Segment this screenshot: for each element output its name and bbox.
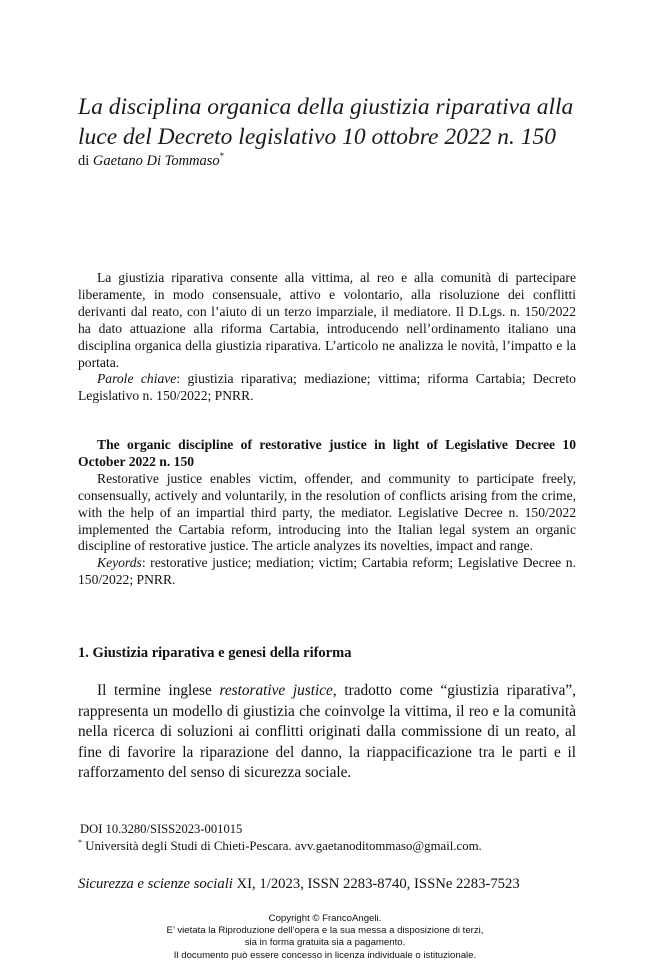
keywords-english-label: Keyords [97,555,142,571]
abstract-english-text: Restorative justice enables victim, offender, and community to participate freely, consensually, actively and voluntarily, in the resolution of conflicts arising from the crime, with the help of an impartial third party, the mediator. Legislative Decree n. 150/2022 implemented the Cartabia reform, introducing into the Italian legal system an organic discipline of restorative justice. The article analyzes its novelties, impact and range. [78,470,576,554]
copyright-notice [0,913,650,962]
journal-citation [78,876,520,893]
keywords-italian [78,371,576,405]
author-name: Gaetano Di Tommaso [92,153,220,169]
affiliation-text: Università degli Studi di Chieti-Pescara. avv.gaetanoditommaso@gmail.com. [85,839,482,853]
paragraph-text-rest: , tradotto come “giustizia riparativa”, rappresenta un modello di giustizia che coinvolge la vittima, il reo e la comunità nella ricerca di soluzioni ai conflitti originati dalla commissione di un reato, al fine di favorire la riparazione del danno, la riappacificazione tra le parti e il rafforzamento del senso di sicurezza sociale. [78,682,576,782]
author-footnote-mark: * [219,151,225,161]
byline-prefix: di [78,153,90,169]
copyright-line-2: E’ vietata la Riproduzione dell’opera e la sua messa a disposizione di terzi, [166,925,484,937]
abstract-english-title [78,437,576,471]
journal-info: XI, 1/2023, ISSN 2283-8740, ISSNe 2283-7523 [232,876,520,892]
keywords-italian-text: : giustizia riparativa; mediazione; vittima; riforma Cartabia; Decreto Legislativo n. 150/2022; PNRR. [78,371,576,404]
title-line-1: La disciplina organica della giustizia riparativa alla [78,94,574,120]
abstract-english-title-text: The organic discipline of restorative justice in light of Legislative Decree 10 October 2022 n. 150 [78,437,576,469]
byline [78,151,224,170]
journal-name: Sicurezza e scienze sociali [78,876,233,892]
section-paragraph [78,681,576,784]
affiliation-footnote [78,838,482,854]
abstract-english [78,437,576,589]
title-line-2: luce del Decreto legislativo 10 ottobre 2022 n. 150 [78,124,556,150]
keywords-italian-label: Parole chiave [97,371,177,387]
abstract-italian-text: La giustizia riparativa consente alla vittima, al reo e alla comunità di partecipare liberamente, in modo consensuale, attivo e volontario, alla risoluzione dei conflitti derivanti dal reato, con l’aiuto di un terzo imparziale, il mediatore. Il D.Lgs. n. 150/2022 ha dato attuazione alla riforma Cartabia, introducendo nell’ordinamento italiano una disciplina organica della giustizia riparativa. L’articolo ne analizza le novità, l’impatto e la portata. [78,270,576,370]
copyright-line-1: Copyright © FrancoAngeli. [268,913,382,924]
keywords-english [78,555,576,589]
article-title [78,92,598,152]
copyright-line-4: Il documento può essere concesso in licenza individuale o istituzionale. [173,949,477,961]
affiliation-mark: * [78,838,82,847]
doi: DOI 10.3280/SISS2023-001015 [80,822,243,836]
abstract-italian [78,270,576,405]
keywords-english-text: : restorative justice; mediation; victim; Cartabia reform; Legislative Decree n. 150/2022; PNRR. [78,555,576,588]
section-body [78,681,576,784]
paragraph-text-start: Il termine inglese [97,682,220,699]
paragraph-italic-term: restorative justice [219,682,333,699]
copyright-line-3: sia in forma gratuita sia a pagamento. [244,937,406,949]
section-heading: 1. Giustizia riparativa e genesi della riforma [78,645,352,661]
